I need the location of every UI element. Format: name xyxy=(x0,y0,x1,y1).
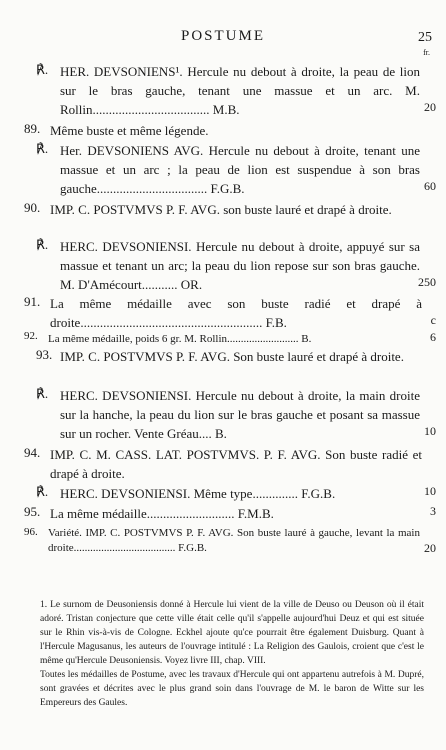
entry-price: 6 xyxy=(430,330,436,344)
entry-price: 10 xyxy=(424,424,436,438)
entry-price: c xyxy=(430,313,436,327)
entry xyxy=(0,141,446,201)
entry-number: 89. xyxy=(24,121,41,136)
entry-number: 91. xyxy=(24,294,41,309)
entry xyxy=(0,121,446,141)
entry-text: IMP. C. POSTVMVS P. F. AVG. Son buste lauré et drapé à droite. xyxy=(60,349,404,364)
entry-text: HER. DEVSONIENS¹. Hercule nu debout à droite, la peau de lion sur le bras gauche, tenant une massue et un arc. M. Rollin.................................... M.B. xyxy=(60,64,420,117)
entry-text: La même médaille avec son buste radié et drapé à droite........................................................ F.B. xyxy=(50,296,422,330)
entry-number: 92. xyxy=(24,330,38,342)
entry xyxy=(0,294,446,334)
entry-text: Her. DEVSONIENS AVG. Hercule nu debout à droite, tenant une massue et un arc ; la peau de lion est suspendue à son bras gauche.................................. F.G.B. xyxy=(60,143,420,196)
entry xyxy=(0,504,446,524)
entry-number: ℟. xyxy=(36,484,49,499)
entry-number: 93. xyxy=(36,347,53,362)
entry xyxy=(0,526,446,566)
entry-price: 60 xyxy=(424,179,436,193)
entry-text: Variété. IMP. C. POSTVMVS P. F. AVG. Son buste lauré à gauche, levant la main droite..................................... F.G.B. xyxy=(48,527,420,554)
entry-text: IMP. C. POSTVMVS P. F. AVG. son buste lauré et drapé à droite. xyxy=(50,202,392,217)
entry-text: Même buste et même légende. xyxy=(50,123,209,138)
entry xyxy=(0,62,446,122)
entry-price: 10 xyxy=(424,484,436,498)
footnote: 1. Le surnom de Deusoniensis donné à Hercule lui vient de la ville de Deuso ou Deuson où il était adoré. Tristan conjecture que cette ville était celle qu'il s'appelle aujourd'hui Deuz et qui est située sur le Rhin vis-à-vis de Cologne. Eckhel ajoute qu'ce pourrait être également Duisburg. Quant à l'Hercule Magusanus, les auteurs de l'ouvrage intitulé : La Religion des Gaulois, croient que c'est le même qu'Hercule Deusoniensis. Voyez livre III, chap. VIII. Toutes les médailles de Postume, avec les travaux d'Hercule qui ont appartenu autrefois à M. Dupré, sont gravées et décrites avec le plus grand soin dans l'ouvrage de M. le baron de Witte sur les Empereurs des Gaules. xyxy=(40,600,424,708)
entry-number: ℟. xyxy=(36,237,49,252)
entry xyxy=(0,200,446,240)
entry-price: 20 xyxy=(424,541,436,555)
entry xyxy=(0,347,446,387)
entry-number: ℟. xyxy=(36,386,49,401)
entry-number: 96. xyxy=(24,526,38,538)
entry-text: HERC. DEVSONIENSI. Hercule nu debout à droite, appuyé sur sa massue et tenant un arc; la peau du lion repose sur son bras gauche. M. D'Amécourt........... OR. xyxy=(60,239,420,292)
entry-number: 95. xyxy=(24,504,41,519)
price-unit: fr. xyxy=(423,48,430,57)
entry-text: La même médaille, poids 6 gr. M. Rollin.......................... B. xyxy=(48,333,312,345)
entry-text: IMP. C. M. CASS. LAT. POSTVMVS. P. F. AVG. Son buste radié et drapé à droite. xyxy=(50,447,422,481)
page-number: 25 xyxy=(418,30,432,45)
entry xyxy=(0,237,446,297)
page-header xyxy=(0,28,446,57)
entry xyxy=(0,445,446,485)
entry-text: HERC. DEVSONIENSI. Même type.............. F.G.B. xyxy=(60,486,336,501)
entry xyxy=(0,386,446,446)
entry xyxy=(0,484,446,504)
entry-price: 20 xyxy=(424,100,436,114)
page-title: POSTUME xyxy=(180,28,265,44)
entry-price: 3 xyxy=(430,504,436,518)
entry-text: HERC. DEVSONIENSI. Hercule nu debout à droite, la main droite sur la hanche, la peau du lion sur le bras gauche et posant sa massue sur un rocher. Vente Gréau.... B. xyxy=(60,388,420,441)
entry-number: ℟. xyxy=(36,62,49,77)
entry-text: La même médaille........................... F.M.B. xyxy=(50,506,274,521)
entry-number: 90. xyxy=(24,200,41,215)
entry-price: 250 xyxy=(418,275,436,289)
entry-number: ℟. xyxy=(36,141,49,156)
entry-number: 94. xyxy=(24,445,41,460)
